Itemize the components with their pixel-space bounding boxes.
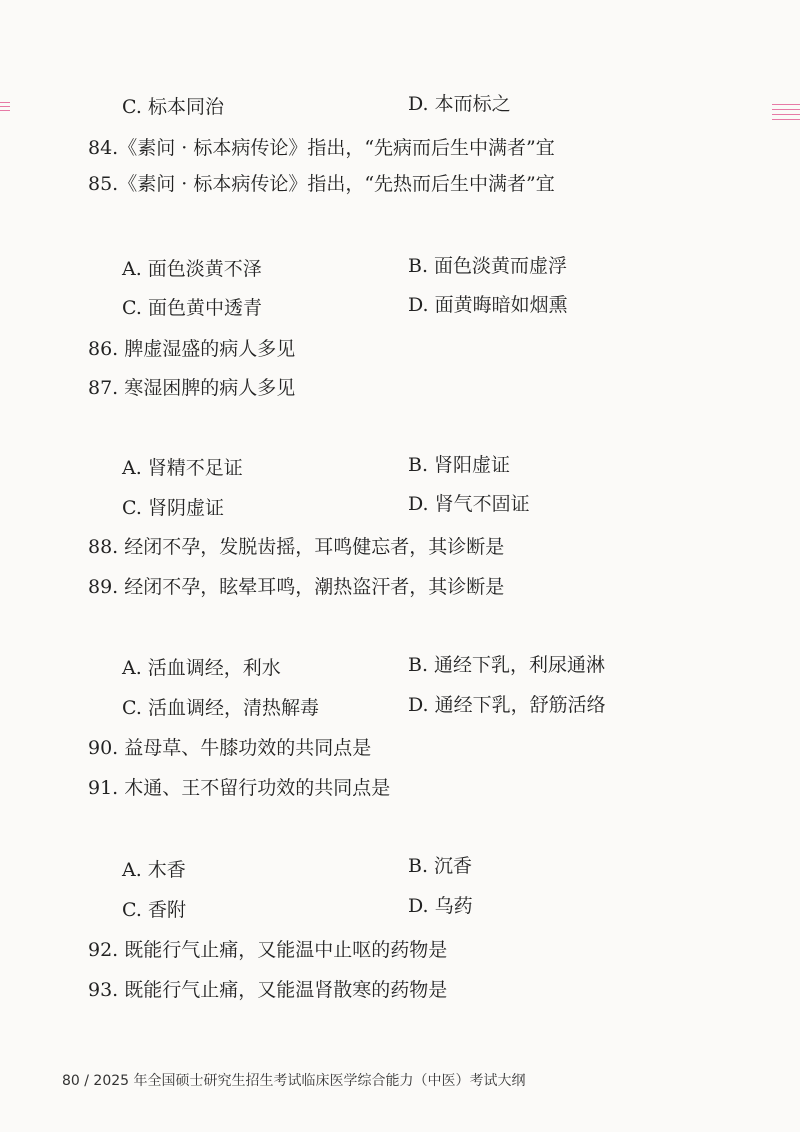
left-edge-line — [0, 106, 10, 107]
right-edge-line — [772, 119, 800, 120]
right-edge-line — [772, 114, 800, 115]
option-a: A. 肾精不足证 — [122, 457, 243, 479]
question-91: 91. 木通、王不留行功效的共同点是 — [88, 777, 391, 799]
question-84: 84.《素问 · 标本病传论》指出，“先病而后生中满者”宜 — [88, 137, 555, 159]
option-d: D. 本而标之 — [408, 93, 511, 115]
option-c: C. 面色黄中透青 — [122, 297, 262, 319]
question-92: 92. 既能行气止痛，又能温中止呕的药物是 — [88, 939, 448, 961]
option-a: A. 面色淡黄不泽 — [122, 258, 262, 280]
option-c: C. 标本同治 — [122, 96, 224, 118]
question-89: 89. 经闭不孕，眩晕耳鸣，潮热盗汗者，其诊断是 — [88, 576, 505, 598]
option-b: B. 沉香 — [408, 855, 473, 877]
right-edge-line — [772, 109, 800, 110]
option-d: D. 肾气不固证 — [408, 493, 530, 515]
option-d: D. 通经下乳，舒筋活络 — [408, 694, 606, 716]
option-c: C. 肾阴虚证 — [122, 497, 224, 519]
question-87: 87. 寒湿困脾的病人多见 — [88, 377, 296, 399]
option-c: C. 香附 — [122, 899, 186, 921]
left-edge-line — [0, 110, 10, 111]
question-93: 93. 既能行气止痛，又能温肾散寒的药物是 — [88, 979, 448, 1001]
page-footer: 80 / 2025 年全国硕士研究生招生考试临床医学综合能力（中医）考试大纲 — [62, 1073, 526, 1089]
question-88: 88. 经闭不孕，发脱齿摇，耳鸣健忘者，其诊断是 — [88, 536, 505, 558]
option-a: A. 活血调经，利水 — [122, 657, 281, 679]
question-86: 86. 脾虚湿盛的病人多见 — [88, 338, 296, 360]
option-a: A. 木香 — [122, 859, 186, 881]
right-edge-line — [772, 104, 800, 105]
option-d: D. 乌药 — [408, 895, 473, 917]
question-85: 85.《素问 · 标本病传论》指出，“先热而后生中满者”宜 — [88, 173, 555, 195]
left-edge-line — [0, 102, 10, 103]
question-90: 90. 益母草、牛膝功效的共同点是 — [88, 737, 372, 759]
option-b: B. 面色淡黄而虚浮 — [408, 255, 568, 277]
option-b: B. 通经下乳，利尿通淋 — [408, 654, 606, 676]
option-b: B. 肾阳虚证 — [408, 454, 511, 476]
option-d: D. 面黄晦暗如烟熏 — [408, 294, 568, 316]
option-c: C. 活血调经，清热解毒 — [122, 697, 319, 719]
